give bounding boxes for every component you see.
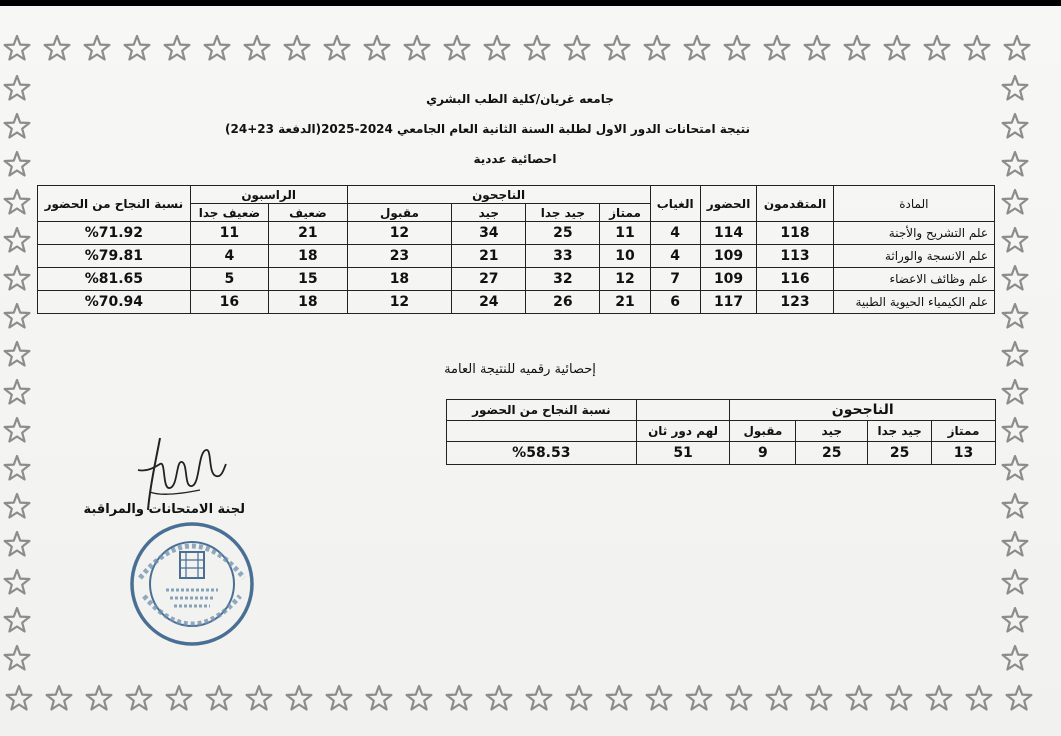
- rate-cell: %81.65: [38, 268, 191, 291]
- decorative-star-icon: [484, 684, 514, 714]
- attendance-cell: 117: [700, 291, 757, 314]
- summary-sub-second-round: لهم دور ثان: [636, 421, 730, 442]
- summary-second-round-cell: 51: [636, 442, 730, 465]
- decorative-star-icon: [244, 684, 274, 714]
- very-weak-cell: 5: [190, 268, 268, 291]
- summary-subheader-row: [447, 421, 996, 442]
- good-cell: 24: [452, 291, 526, 314]
- results-table: [37, 185, 995, 314]
- decorative-star-icon: [562, 34, 592, 64]
- attendance-cell: 109: [700, 245, 757, 268]
- subject-cell: علم الكيمياء الحيوية الطبية: [833, 291, 994, 314]
- header-pass-rate: نسبة النجاح من الحضور: [38, 186, 191, 222]
- decorative-star-icon: [122, 34, 152, 64]
- decorative-star-icon: [2, 112, 32, 142]
- weak-cell: 18: [269, 245, 347, 268]
- summary-very-good-cell: 25: [868, 442, 932, 465]
- subject-cell: علم وظائف الاعضاء: [833, 268, 994, 291]
- subject-cell: علم الانسجة والوراثة: [833, 245, 994, 268]
- decorative-star-icon: [44, 684, 74, 714]
- summary-header-rate: نسبة النجاح من الحضور: [447, 400, 637, 421]
- decorative-star-icon: [682, 34, 712, 64]
- decorative-star-icon: [964, 684, 994, 714]
- decorative-star-icon: [642, 34, 672, 64]
- decorative-star-icon: [2, 568, 32, 598]
- applicants-cell: 118: [757, 222, 833, 245]
- decorative-star-icon: [2, 74, 32, 104]
- summary-header-blank: [636, 400, 730, 421]
- official-stamp: [126, 520, 258, 648]
- applicants-cell: 116: [757, 268, 833, 291]
- weak-cell: 21: [269, 222, 347, 245]
- good-cell: 27: [452, 268, 526, 291]
- decorative-star-icon: [2, 416, 32, 446]
- excellent-cell: 11: [600, 222, 650, 245]
- summary-sub-very-good: جيد جدا: [868, 421, 932, 442]
- summary-header-passed: الناجحون: [730, 400, 996, 421]
- decorative-star-icon: [442, 34, 472, 64]
- summary-good-cell: 25: [796, 442, 868, 465]
- decorative-star-icon: [802, 34, 832, 64]
- decorative-star-icon: [842, 34, 872, 64]
- table-header-row: [38, 186, 995, 204]
- header-failed: الراسبون: [190, 186, 347, 204]
- absence-cell: 7: [650, 268, 700, 291]
- decorative-star-icon: [1000, 340, 1030, 370]
- good-cell: 34: [452, 222, 526, 245]
- weak-cell: 18: [269, 291, 347, 314]
- decorative-star-icon: [1000, 454, 1030, 484]
- very-weak-cell: 11: [190, 222, 268, 245]
- decorative-star-icon: [884, 684, 914, 714]
- decorative-star-icon: [1000, 112, 1030, 142]
- decorative-star-icon: [844, 684, 874, 714]
- committee-label: لجنة الامتحانات والمراقبة: [83, 502, 245, 517]
- decorative-star-icon: [42, 34, 72, 64]
- decorative-star-icon: [2, 150, 32, 180]
- decorative-star-icon: [284, 684, 314, 714]
- decorative-star-icon: [404, 684, 434, 714]
- decorative-star-icon: [2, 644, 32, 674]
- table-row: [38, 291, 995, 314]
- decorative-star-icon: [2, 226, 32, 256]
- decorative-star-icon: [4, 684, 34, 714]
- summary-table: [446, 399, 996, 465]
- rate-cell: %71.92: [38, 222, 191, 245]
- decorative-star-icon: [204, 684, 234, 714]
- absence-cell: 6: [650, 291, 700, 314]
- decorative-star-icon: [724, 684, 754, 714]
- decorative-star-icon: [2, 530, 32, 560]
- decorative-star-icon: [604, 684, 634, 714]
- decorative-star-icon: [804, 684, 834, 714]
- excellent-cell: 10: [600, 245, 650, 268]
- attendance-cell: 109: [700, 268, 757, 291]
- summary-title: إحصائية رقميه للنتيجة العامة: [444, 362, 596, 377]
- subheader-very-weak: ضعيف جدا: [190, 204, 268, 222]
- decorative-star-icon: [364, 684, 394, 714]
- decorative-star-icon: [1000, 264, 1030, 294]
- document-title: نتيجة امتحانات الدور الاول لطلبة السنة الثانية العام الجامعي 2024-2025(الدفعة 23+24): [225, 122, 750, 136]
- subheader-excellent: ممتاز: [600, 204, 650, 222]
- decorative-star-icon: [602, 34, 632, 64]
- subheader-weak: ضعيف: [269, 204, 347, 222]
- table-row: [38, 245, 995, 268]
- summary-acceptable-cell: 9: [730, 442, 796, 465]
- decorative-star-icon: [644, 684, 674, 714]
- decorative-star-icon: [2, 606, 32, 636]
- decorative-star-icon: [1000, 644, 1030, 674]
- decorative-star-icon: [2, 340, 32, 370]
- decorative-star-icon: [482, 34, 512, 64]
- decorative-star-icon: [522, 34, 552, 64]
- subject-cell: علم التشريح والأجنة: [833, 222, 994, 245]
- subheader-acceptable: مقبول: [347, 204, 452, 222]
- decorative-star-icon: [84, 684, 114, 714]
- decorative-star-icon: [282, 34, 312, 64]
- university-name: جامعه غريان/كلية الطب البشري: [426, 92, 614, 106]
- decorative-star-icon: [1000, 568, 1030, 598]
- decorative-star-icon: [962, 34, 992, 64]
- very-weak-cell: 16: [190, 291, 268, 314]
- decorative-star-icon: [1000, 416, 1030, 446]
- excellent-cell: 12: [600, 268, 650, 291]
- table-row: [38, 222, 995, 245]
- header-absence: الغياب: [650, 186, 700, 222]
- decorative-star-icon: [564, 684, 594, 714]
- decorative-star-icon: [1000, 606, 1030, 636]
- decorative-star-icon: [82, 34, 112, 64]
- subheader-very-good: جيد جدا: [526, 204, 600, 222]
- summary-sub-blank: [447, 421, 637, 442]
- decorative-star-icon: [444, 684, 474, 714]
- decorative-star-icon: [2, 492, 32, 522]
- acceptable-cell: 12: [347, 291, 452, 314]
- decorative-star-icon: [722, 34, 752, 64]
- decorative-star-icon: [124, 684, 154, 714]
- decorative-star-icon: [1000, 74, 1030, 104]
- attendance-cell: 114: [700, 222, 757, 245]
- acceptable-cell: 23: [347, 245, 452, 268]
- decorative-star-icon: [202, 34, 232, 64]
- decorative-star-icon: [1000, 530, 1030, 560]
- decorative-star-icon: [922, 34, 952, 64]
- decorative-star-icon: [1000, 302, 1030, 332]
- table-row: [38, 268, 995, 291]
- very-good-cell: 26: [526, 291, 600, 314]
- header-attendance: الحضور: [700, 186, 757, 222]
- excellent-cell: 21: [600, 291, 650, 314]
- absence-cell: 4: [650, 222, 700, 245]
- applicants-cell: 113: [757, 245, 833, 268]
- header-subject: المادة: [833, 186, 994, 222]
- decorative-star-icon: [1004, 684, 1034, 714]
- decorative-star-icon: [762, 34, 792, 64]
- decorative-star-icon: [242, 34, 272, 64]
- header-applicants: المتقدمون: [757, 186, 833, 222]
- very-weak-cell: 4: [190, 245, 268, 268]
- decorative-star-icon: [1000, 492, 1030, 522]
- summary-excellent-cell: 13: [932, 442, 996, 465]
- decorative-star-icon: [402, 34, 432, 64]
- absence-cell: 4: [650, 245, 700, 268]
- header-passed: الناجحون: [347, 186, 650, 204]
- decorative-star-icon: [764, 684, 794, 714]
- decorative-star-icon: [2, 378, 32, 408]
- subheader-good: جيد: [452, 204, 526, 222]
- rate-cell: %79.81: [38, 245, 191, 268]
- decorative-star-icon: [1000, 150, 1030, 180]
- decorative-star-icon: [162, 34, 192, 64]
- decorative-star-icon: [322, 34, 352, 64]
- decorative-star-icon: [1000, 226, 1030, 256]
- decorative-star-icon: [2, 188, 32, 218]
- decorative-star-icon: [362, 34, 392, 64]
- summary-sub-good: جيد: [796, 421, 868, 442]
- summary-header-row: [447, 400, 996, 421]
- very-good-cell: 25: [526, 222, 600, 245]
- very-good-cell: 33: [526, 245, 600, 268]
- decorative-star-icon: [164, 684, 194, 714]
- summary-value-row: [447, 442, 996, 465]
- decorative-star-icon: [1000, 378, 1030, 408]
- acceptable-cell: 12: [347, 222, 452, 245]
- decorative-star-icon: [524, 684, 554, 714]
- decorative-star-icon: [924, 684, 954, 714]
- decorative-star-icon: [2, 302, 32, 332]
- decorative-star-icon: [2, 264, 32, 294]
- decorative-star-icon: [1002, 34, 1032, 64]
- good-cell: 21: [452, 245, 526, 268]
- acceptable-cell: 18: [347, 268, 452, 291]
- decorative-star-icon: [324, 684, 354, 714]
- decorative-star-icon: [1000, 188, 1030, 218]
- decorative-star-icon: [2, 454, 32, 484]
- summary-sub-acceptable: مقبول: [730, 421, 796, 442]
- decorative-star-icon: [882, 34, 912, 64]
- rate-cell: %70.94: [38, 291, 191, 314]
- document-subtitle: احصائية عددية: [473, 152, 557, 166]
- very-good-cell: 32: [526, 268, 600, 291]
- applicants-cell: 123: [757, 291, 833, 314]
- summary-sub-excellent: ممتاز: [932, 421, 996, 442]
- weak-cell: 15: [269, 268, 347, 291]
- decorative-star-icon: [684, 684, 714, 714]
- summary-rate-cell: %58.53: [447, 442, 637, 465]
- decorative-star-icon: [2, 34, 32, 64]
